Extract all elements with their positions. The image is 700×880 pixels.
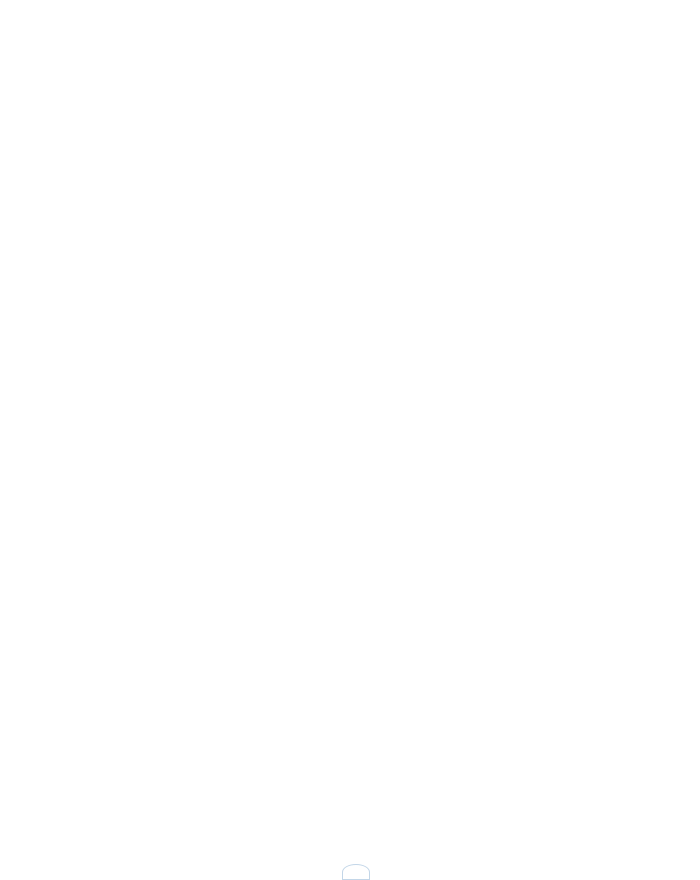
exam-page — [12, 0, 688, 6]
watermark-logo-icon — [342, 864, 370, 880]
